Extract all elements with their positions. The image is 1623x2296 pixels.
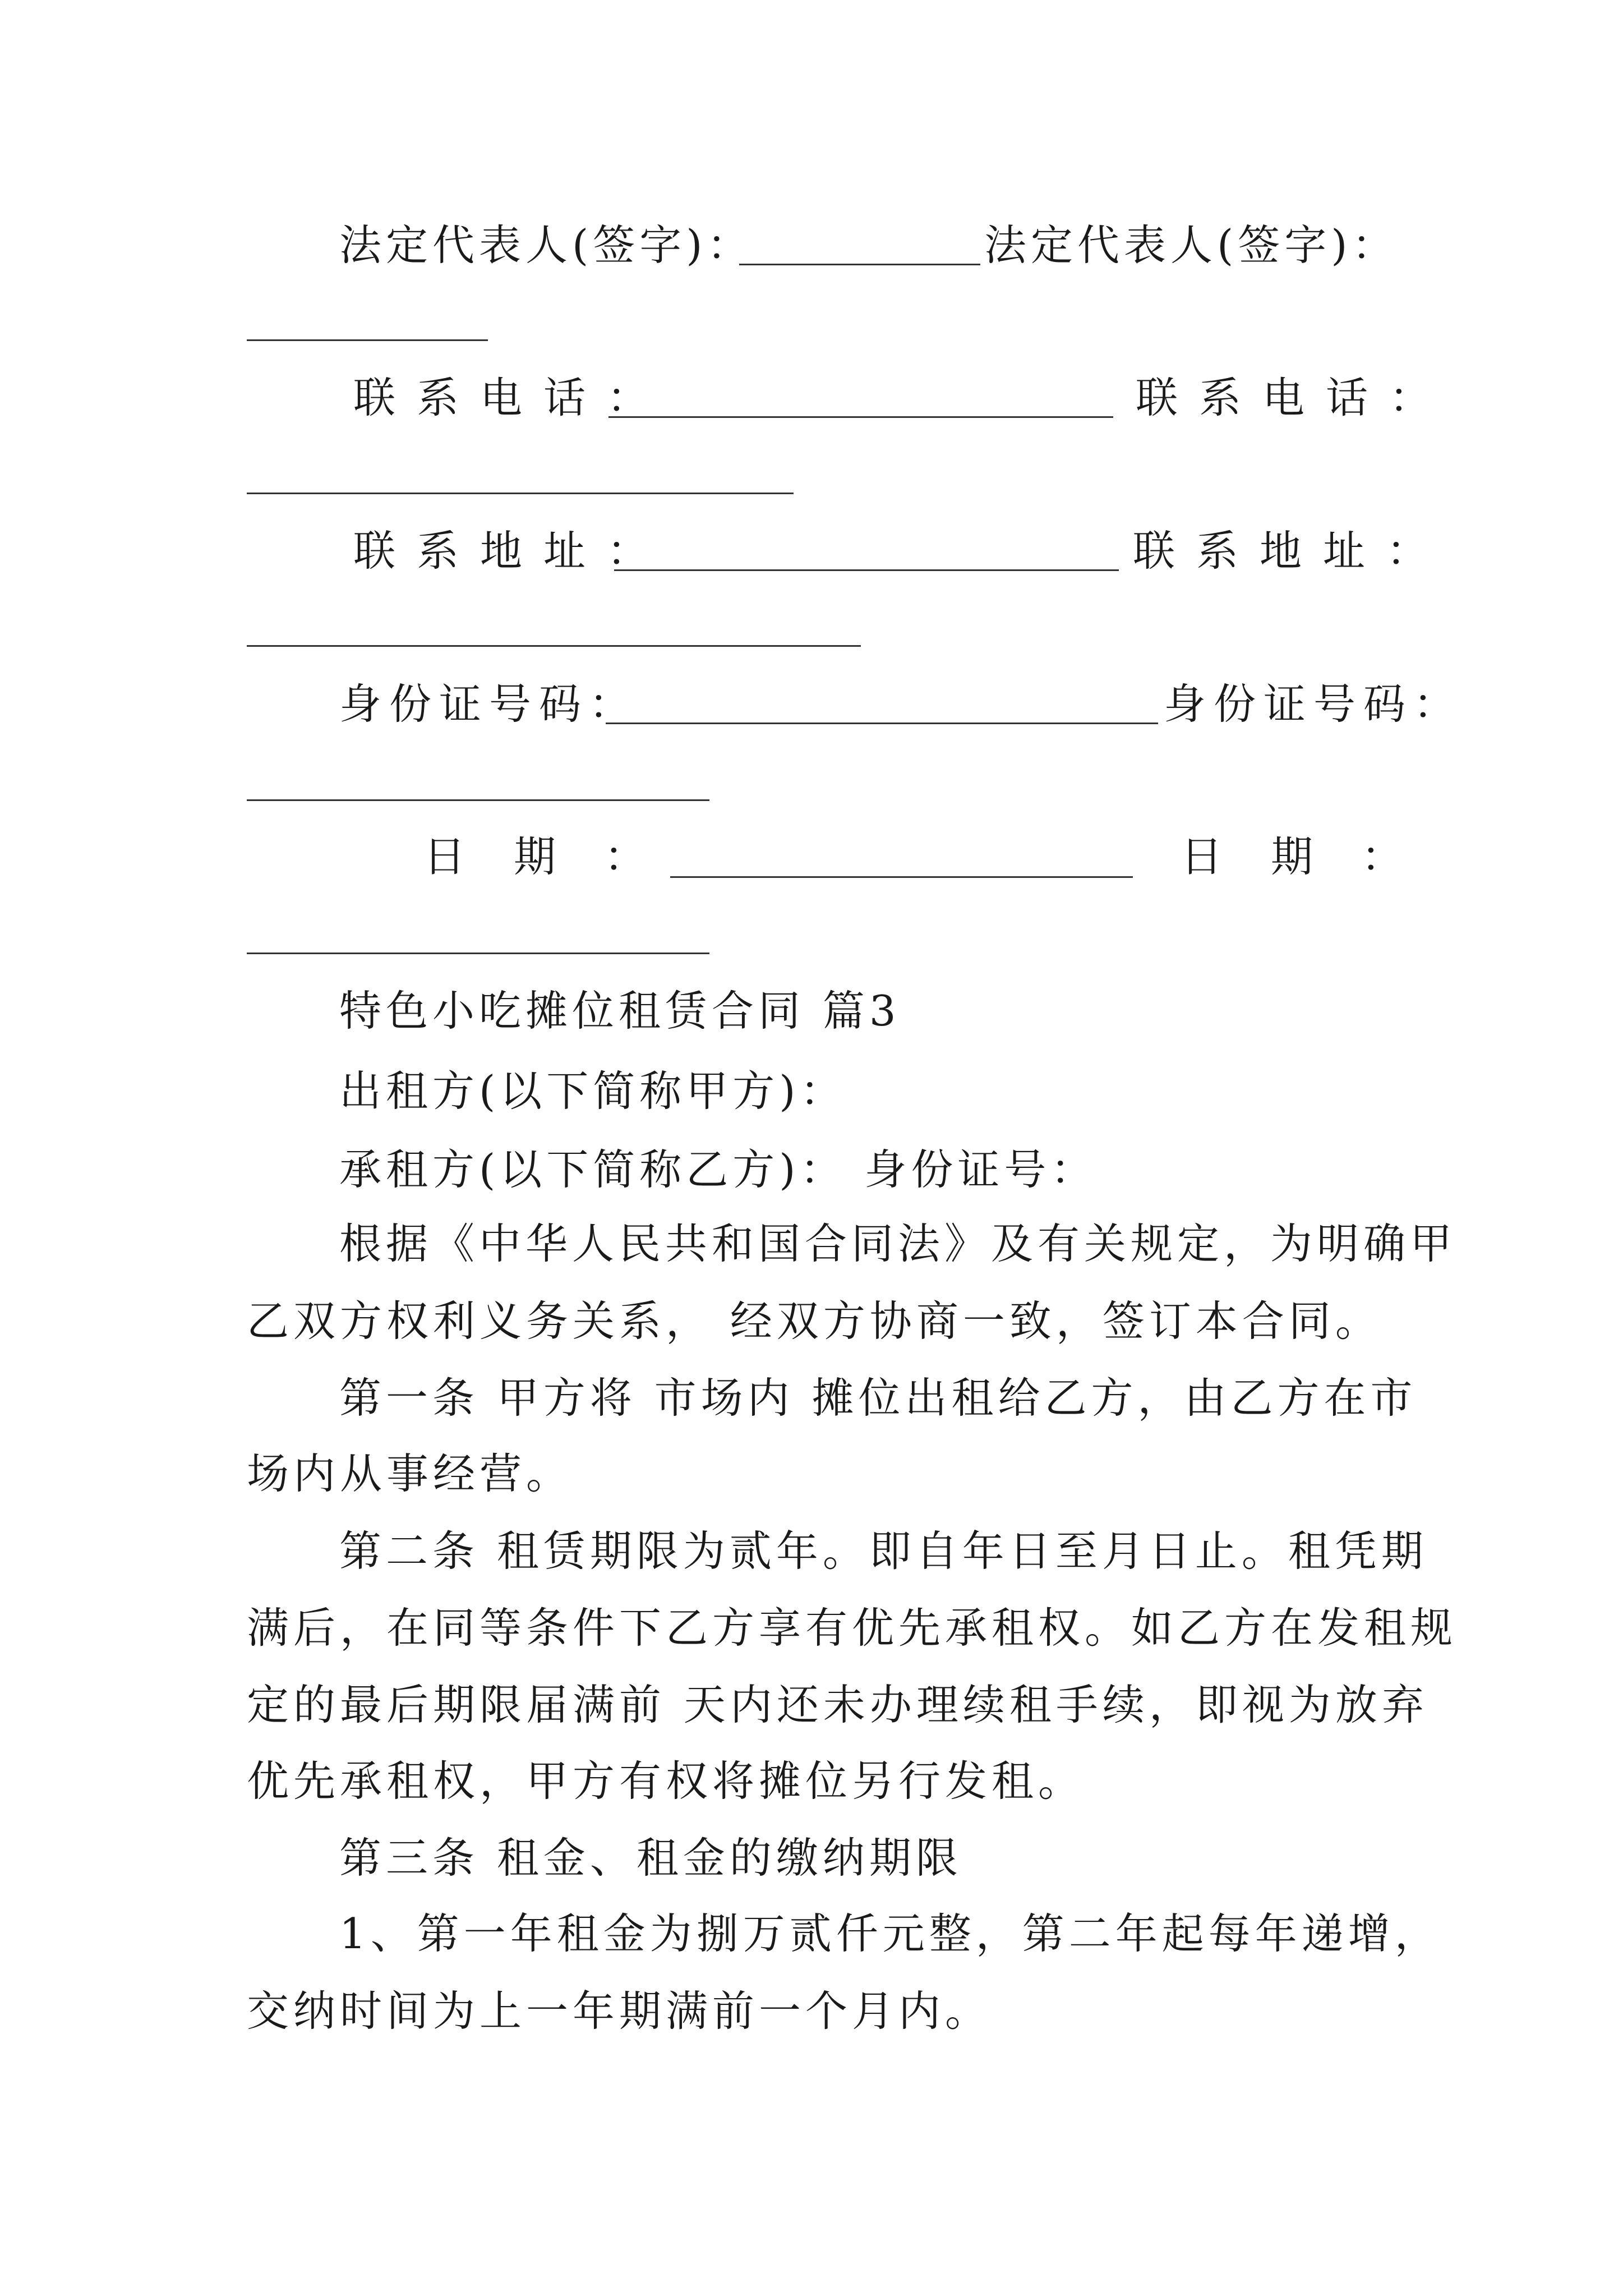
phone-label-left: 联系电话： <box>353 373 671 422</box>
phone-blank-left[interactable] <box>608 416 1113 418</box>
legal-rep-label-right: 法定代表人(签字)： <box>984 220 1399 270</box>
legal-rep-label-left: 法定代表人(签字)： <box>339 220 754 270</box>
preamble-line-1: 根据《中华人民共和国合同法》及有关规定，为明确甲 <box>339 1219 1457 1268</box>
contract-title: 特色小吃摊位租赁合同 篇3 <box>339 986 901 1036</box>
article-3-item-1-line-1: 1、第一年租金为捌万贰仟元整，第二年起每年递增， <box>339 1909 1441 1958</box>
date-label-left: 日期： <box>423 832 695 881</box>
lessor-line: 出租方(以下简称甲方)： <box>339 1066 847 1116</box>
article-3-title: 第三条 租金、租金的缴纳期限 <box>339 1833 962 1883</box>
article-2-line-4: 优先承租权，甲方有权将摊位另行发租。 <box>247 1756 1085 1806</box>
date-label-right: 日期： <box>1181 832 1452 881</box>
id-label-left: 身份证号码： <box>339 679 639 729</box>
id-blank-left[interactable] <box>606 723 1158 724</box>
id-label-right: 身份证号码： <box>1164 679 1464 729</box>
address-blank-left[interactable] <box>614 569 1119 571</box>
date-blank-right[interactable] <box>247 953 709 954</box>
phone-label-right: 联系电话： <box>1136 373 1453 422</box>
id-blank-right[interactable] <box>247 799 709 801</box>
phone-blank-right[interactable] <box>247 493 794 494</box>
article-2-line-3: 定的最后期限届满前 天内还未办理续租手续，即视为放弃 <box>247 1680 1428 1729</box>
article-1-line-1: 第一条 甲方将 市场内 摊位出租给乙方，由乙方在市 <box>339 1373 1417 1423</box>
legal-rep-blank-left[interactable] <box>739 264 980 265</box>
date-blank-left[interactable] <box>670 876 1133 878</box>
legal-rep-blank-right[interactable] <box>247 339 488 341</box>
preamble-line-2: 乙双方权利义务关系， 经双方协商一致，签订本合同。 <box>247 1296 1382 1346</box>
article-1-line-2: 场内从事经营。 <box>247 1449 573 1498</box>
article-3-item-1-line-2: 交纳时间为上一年期满前一个月内。 <box>247 1986 992 2036</box>
lessee-line: 承租方(以下简称乙方)： 身份证号： <box>339 1145 1098 1194</box>
article-2-line-1: 第二条 租赁期限为贰年。即自年日至月日止。租凭期 <box>339 1526 1428 1576</box>
article-2-line-2: 满后，在同等条件下乙方享有优先承租权。如乙方在发租规 <box>247 1603 1458 1653</box>
address-label-right: 联系地址： <box>1133 526 1450 576</box>
address-label-left: 联系地址： <box>353 526 671 576</box>
address-blank-right[interactable] <box>247 645 861 647</box>
